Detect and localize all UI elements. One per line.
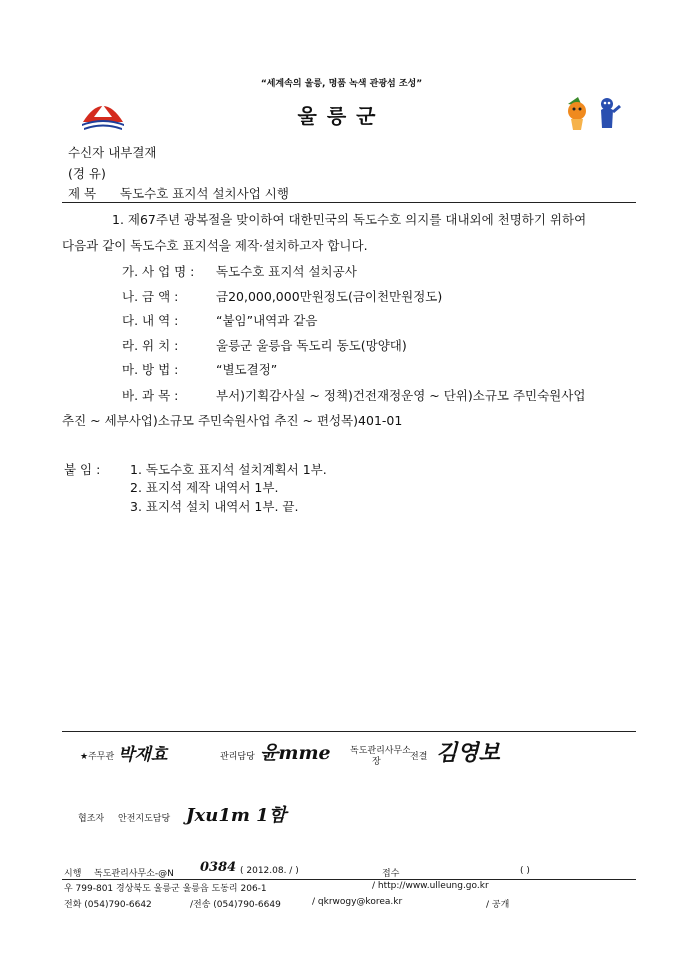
cooperation-label: 협조자 (78, 814, 105, 824)
approval-divider (62, 731, 636, 732)
slogan: “세계속의 울릉, 명품 녹색 관광섬 조성” (260, 79, 423, 89)
director-title-suffix: 장 (372, 757, 381, 767)
director-approval-mark: 전결 (410, 752, 428, 762)
receipt-label: 접수 (382, 869, 400, 879)
cooperation-signature: Jxu1m 1함 (186, 805, 287, 826)
budget-line-1: 부서)기획감사실 ~ 정책)건전재정운영 ~ 단위)소규모 주민숙원사업 (216, 388, 586, 403)
paragraph-1-line-1: 1. 제67주년 광복절을 맞이하여 대한민국의 독도수호 의지를 대내외에 천명하기 위하여 (112, 212, 587, 227)
subject-divider (62, 202, 636, 203)
item-value: 울릉군 울릉읍 독도리 동도(망양대) (216, 338, 407, 353)
item-value: 금20,000,000만원정도(금이천만원정도) (216, 289, 443, 304)
attachment-item: 2. 표지석 제작 내역서 1부. (130, 480, 279, 495)
officer-title: ★주무관 (80, 752, 115, 762)
doc-date: ( 2012.08. / ) (240, 866, 299, 876)
via-label: (경 유) (68, 166, 106, 181)
director-signature: 김영보 (436, 740, 500, 766)
budget-line-2: 추진 ~ 세부사업)소규모 주민숙원사업 추진 ~ 편성목)401-01 (62, 413, 403, 428)
item-label: 마. 방 법 : (122, 362, 179, 377)
subject-label: 제 목 (68, 186, 97, 201)
item-label: 다. 내 역 : (122, 313, 179, 328)
attachment-item: 1. 독도수호 표지석 설치계획서 1부. (130, 462, 327, 477)
item-value: “별도결정” (216, 362, 278, 377)
disclosure: / 공개 (486, 900, 510, 910)
officer-signature: 박재효 (118, 745, 168, 765)
recipient: 수신자 내부결재 (68, 145, 157, 160)
phone: 전화 (054)790-6642 (64, 900, 152, 910)
footer-divider (62, 879, 636, 880)
manager-signature: 윤mme (260, 742, 331, 764)
cooperation-title: 안전지도담당 (118, 814, 171, 824)
item-label: 나. 금 액 : (122, 289, 179, 304)
attachment-item: 3. 표지석 설치 내역서 1부. 끝. (130, 499, 299, 514)
paragraph-1-line-2: 다음과 같이 독도수호 표지석을 제작·설치하고자 합니다. (62, 238, 368, 253)
item-value: “붙임”내역과 같음 (216, 313, 318, 328)
item-label: 라. 위 치 : (122, 338, 179, 353)
doc-number: 독도관리사무소-@N (94, 869, 174, 879)
item-label: 가. 사 업 명 : (122, 264, 195, 279)
fax: /전송 (054)790-6649 (190, 900, 281, 910)
org-name: 울릉군 (297, 104, 386, 128)
website-link[interactable]: / http://www.ulleung.go.kr (372, 881, 489, 891)
attachment-label: 붙 임 : (64, 462, 101, 477)
address: 우 799-801 경상북도 울릉군 울릉읍 도동리 206-1 (64, 884, 267, 894)
doc-number-label: 시행 (64, 869, 82, 879)
subject-text: 독도수호 표지석 설치사업 시행 (120, 186, 289, 201)
mascot-characters-icon (562, 94, 624, 134)
manager-title: 관리담당 (220, 752, 255, 762)
director-title: 독도관리사무소 (350, 746, 411, 756)
item-value: 독도수호 표지석 설치공사 (216, 264, 357, 279)
doc-number-handwritten: 0384 (200, 860, 237, 875)
email-link[interactable]: / qkrwogy@korea.kr (312, 897, 403, 907)
receipt-paren: ( ) (520, 866, 530, 876)
budget-label: 바. 과 목 : (122, 388, 179, 403)
